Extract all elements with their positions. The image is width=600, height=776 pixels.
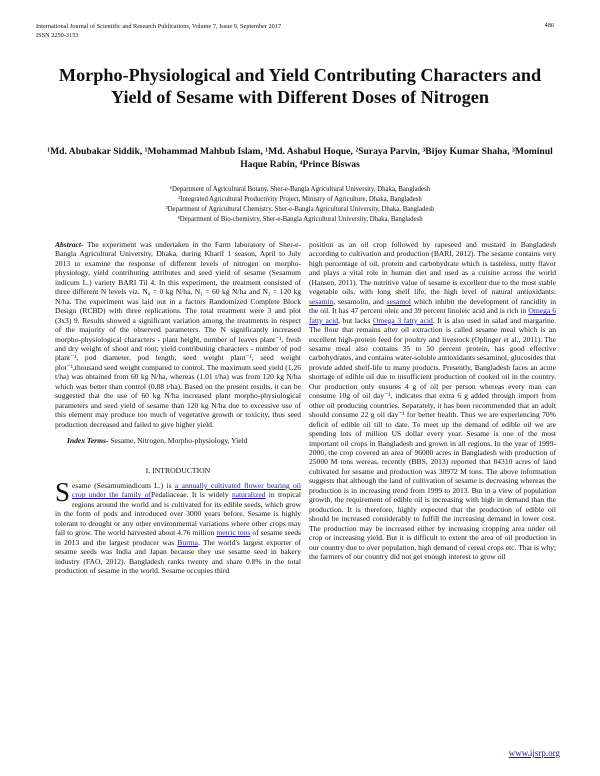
index-terms bbox=[55, 436, 301, 445]
section-heading: I. INTRODUCTION bbox=[145, 465, 211, 475]
drop-cap: S bbox=[55, 476, 71, 507]
index-terms-text: Sesame, Nitrogen, Morpho-physiology, Yield bbox=[108, 436, 248, 446]
right-text-a: position as an oil crop followed by rapeseed and mustard in Bangladesh according to cultivation and production (BARI, 2012). The sesame contains very high percentage of oil, protein and carbohydrate which is tasteless, nutty flavor and plays a vital role in human diet and used as a cuisine across the world (Hansen, 2011). The nutritive value of sesame is excellent due to the most stable vegetable oils, with long shelf life, the high level of natural antioxidants: bbox=[309, 240, 556, 297]
journal-line: International Journal of Scientific and Research Publications, Volume 7, Issue 9, September 2017 bbox=[36, 23, 282, 30]
right-text-b: , sesamolin, and bbox=[333, 296, 387, 306]
affiliations bbox=[40, 185, 560, 225]
link-sesamol[interactable]: sesamol bbox=[386, 296, 411, 306]
link-omega-6[interactable]: Omega 6 fatty acid bbox=[309, 306, 556, 325]
intro-text-b: Pedaliaceae. It is widely bbox=[151, 490, 232, 500]
footer-link[interactable]: www.ijsrp.org bbox=[508, 748, 560, 758]
left-column bbox=[55, 240, 301, 576]
paper-title: Morpho-Physiological and Yield Contributing Characters and Yield of Sesame with Different Doses of Nitrogen bbox=[58, 65, 542, 107]
link-sesamin[interactable]: sesamin bbox=[309, 296, 334, 306]
intro-text-d: of sesame seeds in 2013 and the largest producer was bbox=[55, 528, 301, 547]
affiliation-1: ¹Department of Agricultural Botany, Sher-e-Bangla Agricultural University, Dhaka, Bangladesh bbox=[169, 186, 431, 193]
link-omega-3[interactable]: Omega 3 fatty acid bbox=[372, 315, 433, 325]
abstract-label: Abstract- bbox=[55, 240, 84, 249]
link-burma[interactable]: Burma bbox=[177, 537, 198, 547]
issn: ISSN 2250-3153 bbox=[36, 32, 79, 39]
page-number: 486 bbox=[544, 22, 554, 29]
right-text-c: which inhibit the development of rancidity in the oil. It has 47 percent oleic and 39 percent linoleic acid and is rich in bbox=[309, 296, 557, 316]
running-header bbox=[36, 22, 281, 40]
right-text-e: . It is also used in salad and margarine. The flour that remains after oil extraction is called sesame meal which is an excellent high-protein feed for poultry and livestock (Oplinger et al., 2011). The sesame meal also contains 35 to 50 percent protein, has good effective carbohydrates, and contains water-soluble antioxidants sesaminol, glucosides that provide added shelf-life to many products. Presently, Bangladesh faces an acute shortage of edible oil due to insufficient production of cooked oil in the country. Our production only ensures 4 g of oil per person whereas every man can consume 10g of oil day⁻¹, indicates that extra 6 g added through import from other oil producing countries. Separately, it has been recommended that an adult should consume 22 g oil day⁻¹ for better health. Thus we are experiencing 70% deficit of edible oil till to date. To meet up the demand of edible oil we are spending lots of million US dollar every year. Sesame is one of the most important oil crops in Bangladesh and grown in all regions. In the year of 1999-2000, the crop covered an area of 96000 acres in Bangladesh with production of 25000 M tons wereas, recently (BBS, 2013) reported that 84310 acres of land cultivated for sesame and production was 30972 M tons. The above information suggests that although the land of cultivation of sesame is decreasing whereas the production is in increasing trend from 1999 to 2013. But in a view of population growth, the requirement of edible oil is increasing with high in demand than the production. It is therefore, highly expected that the production of edible oil should be increased considerably to fulfill the increasing demand in lower cost. The production may be increased either by increasing cropping area under oil crop or increasing yield. But it is difficult to extent the area of oil production in our country due to over population, high demand of cereal crops etc. That is why; the farmers of our country did not get enough interest to grow oil bbox=[309, 315, 556, 561]
link-metric-tons[interactable]: metric tons bbox=[216, 528, 251, 538]
affiliation-4: ⁴Department of Bio-chemistry, Sher-e-Bangla Agricultural University, Dhaka, Bangladesh bbox=[177, 216, 423, 223]
right-column bbox=[309, 240, 556, 561]
abstract bbox=[55, 240, 301, 429]
right-text-d: , but lacks bbox=[338, 315, 373, 325]
intro-paragraph bbox=[55, 476, 301, 576]
intro-text-c: in tropical regions around the world and is cultivated for its edible seeds, which grow in the form of pods and introduced over 3000 years before. Sesame is highly tolerant to drought or any other environmental variations where other crops may fail to grow. The world harvested about 4.76 million bbox=[55, 490, 301, 538]
link-naturalized[interactable]: naturalized bbox=[231, 490, 266, 500]
affiliation-2: ²Integrated Agricultural Productivity Project, Ministry of Agriculture, Dhaka, Bangladesh bbox=[178, 196, 422, 203]
right-paragraph bbox=[309, 240, 556, 561]
authors-line: ¹Md. Abubakar Siddik, ¹Mohammad Mahbub Islam, ¹Md. Ashabul Hoque, ²Suraya Parvin, ³Bijoy Kumar Shaha, ³Mominul Haque Rabin, ⁴Prince Biswas bbox=[47, 146, 553, 170]
intro-text-a: esame (Sesamumindicum L.) is bbox=[72, 480, 175, 490]
link-flower-crop[interactable]: a annually cultivated flower bearing oil crop under the family of bbox=[72, 480, 301, 500]
abstract-text: The experiment was undertaken in the Farm laboratory of Sher-e-Bangla Agricultural University, Dhaka, during Kharif 1 season, April to July 2013 to examine the response of different levels of nitrogen on morpho-physiology, yield contributing attributes and seed yield of sesame (Sesamum indicum L.) variety BARI Til 4. In this experiment, the treatment consisted of three different N levels viz. N₀ = 0 kg N/ha, N₁ = 60 kg N/ha and N₂ = 120 kg N/ha. The experiment was laid out in a factors Randomized Complete Block Design (RCBD) with three replications. The total treatment were 3 and plot (3x3) 9. Results showed a significant variation among the treatments in respect of the majority of the observed parameters. The N significantly increased morpho-physiological characters - plant height, number of leaves plant⁻¹, fresh and dry weight of shoot and root; yield contributing characters - number of pod plant⁻¹, pod diameter, pod length, seed weight plant⁻¹, seed weight plot⁻¹,thousand seed weight compared to control. The maximum seed yield (1.26 t/ha) was obtained from 60 kg N/ha, whereas (1.01 t/ha) was from 120 kg N/ha which was better than control (0.88 t/ha). Based on the present results, it can be suggested that the use of 60 kg N/ha increased plant morpho-physiological parameters and seed yield of sesame than 120 kg N/ha due to excessive use of this element may produce too much of vegetative growth or toxicity, thus seed production decreased and failed to give higher yield. bbox=[55, 240, 301, 429]
affiliation-3: ³Department of Agricultural Chemistry, Sher-e-Bangla Agricultural University, Dhaka, Bangladesh bbox=[165, 206, 435, 213]
index-terms-label: Index Terms- bbox=[67, 436, 109, 446]
intro-text-e: . The world's largest exporter of sesame seeds was India and Japan because they use sesame seed in bakery industry (FAO, 2012). Bangladesh ranks twenty and share 0.8% in the total production of sesame in the world. Sesame occupies third bbox=[55, 537, 301, 576]
